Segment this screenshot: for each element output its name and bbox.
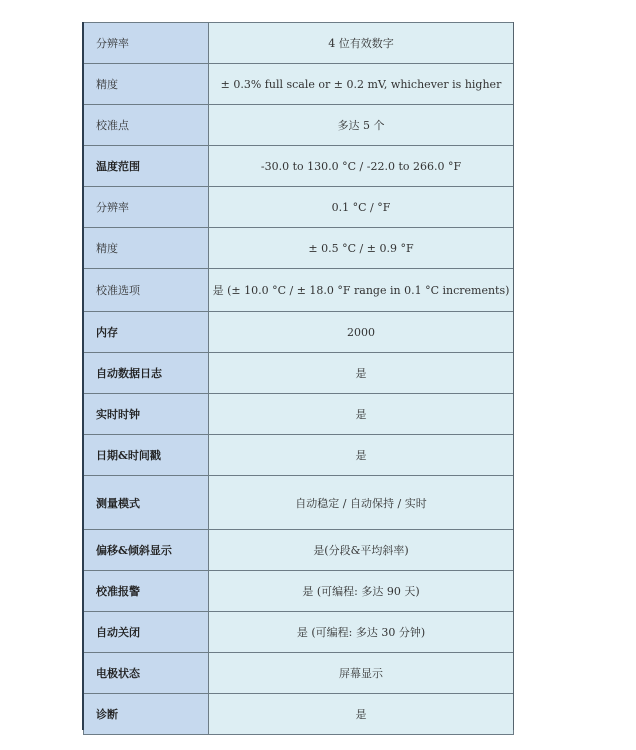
spec-label: 自动关闭 [84, 612, 209, 653]
spec-value: 是 (可编程: 多达 30 分钟) [209, 612, 514, 653]
spec-value: 4 位有效数字 [209, 23, 514, 64]
table-row [84, 187, 514, 228]
spec-label: 实时时钟 [84, 394, 209, 435]
table-row [84, 571, 514, 612]
table-row [84, 312, 514, 353]
spec-value: 是 [209, 353, 514, 394]
spec-label: 诊断 [84, 694, 209, 735]
spec-label: 精度 [84, 64, 209, 105]
spec-value: ± 0.3% full scale or ± 0.2 mV, whichever is higher [209, 64, 514, 105]
table-row [84, 476, 514, 530]
spec-label: 内存 [84, 312, 209, 353]
table-left-border [82, 22, 84, 730]
spec-label: 日期&时间戳 [84, 435, 209, 476]
table-row [84, 612, 514, 653]
table-row [84, 146, 514, 187]
spec-value: 是 [209, 435, 514, 476]
spec-value: 是(分段&平均斜率) [209, 530, 514, 571]
spec-value: 2000 [209, 312, 514, 353]
spec-value: 屏幕显示 [209, 653, 514, 694]
spec-value: 多达 5 个 [209, 105, 514, 146]
table-row [84, 394, 514, 435]
spec-label: 自动数据日志 [84, 353, 209, 394]
spec-label: 温度范围 [84, 146, 209, 187]
spec-value: 是 [209, 694, 514, 735]
specification-table-body [84, 23, 514, 735]
spec-value: ± 0.5 °C / ± 0.9 °F [209, 228, 514, 269]
spec-label: 校准报警 [84, 571, 209, 612]
spec-value: 自动稳定 / 自动保持 / 实时 [209, 476, 514, 530]
spec-label: 电极状态 [84, 653, 209, 694]
table-row [84, 530, 514, 571]
spec-label: 校准选项 [84, 269, 209, 312]
specification-table [83, 22, 514, 735]
table-row [84, 653, 514, 694]
spec-value: 是 (可编程: 多达 90 天) [209, 571, 514, 612]
spec-label: 偏移&倾斜显示 [84, 530, 209, 571]
table-row [84, 435, 514, 476]
table-row [84, 269, 514, 312]
spec-label: 分辨率 [84, 23, 209, 64]
spec-value: 0.1 °C / °F [209, 187, 514, 228]
spec-label: 分辨率 [84, 187, 209, 228]
table-row [84, 694, 514, 735]
spec-value: 是 [209, 394, 514, 435]
spec-label: 精度 [84, 228, 209, 269]
spec-label: 测量模式 [84, 476, 209, 530]
table-row [84, 105, 514, 146]
table-row [84, 228, 514, 269]
spec-value: -30.0 to 130.0 °C / -22.0 to 266.0 °F [209, 146, 514, 187]
spec-label: 校准点 [84, 105, 209, 146]
table-right-border [513, 22, 514, 730]
table-row [84, 353, 514, 394]
table-row [84, 23, 514, 64]
table-row [84, 64, 514, 105]
spec-value: 是 (± 10.0 °C / ± 18.0 °F range in 0.1 °C increments) [209, 269, 514, 312]
